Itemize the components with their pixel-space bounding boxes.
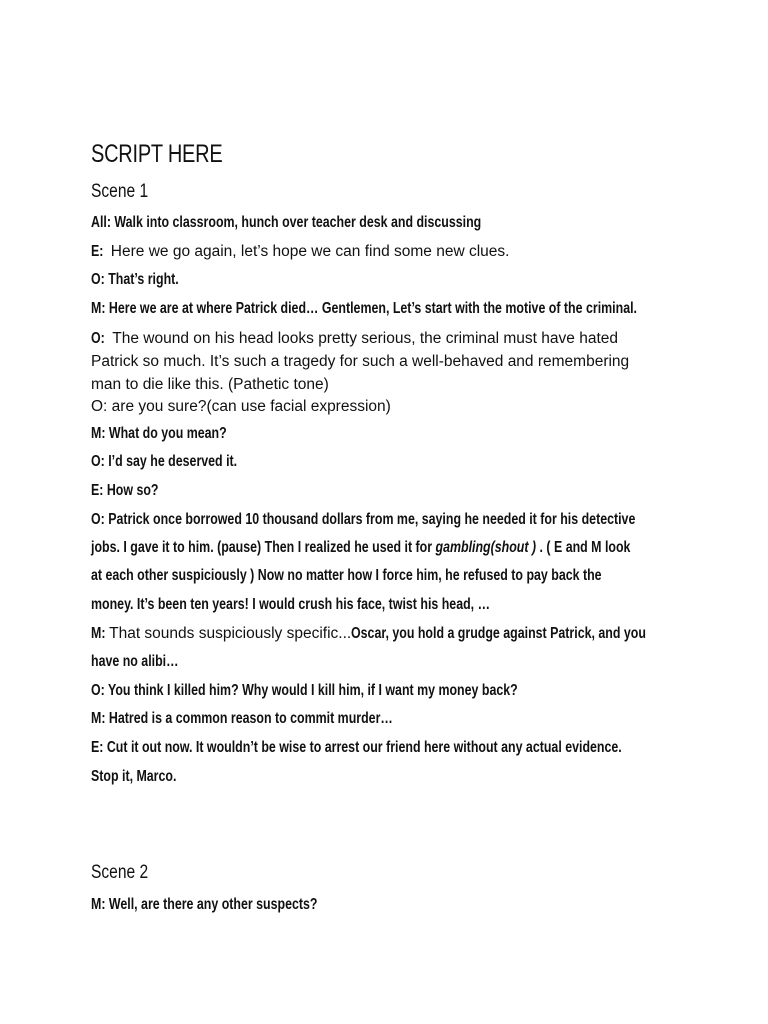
- script-line-continued: have no alibi…: [91, 653, 179, 670]
- script-line-continued: [91, 539, 630, 557]
- script-line-continued: man to die like this. (Pathetic tone): [91, 376, 329, 393]
- script-line-continued: money. It’s been ten years! I would crush his face, twist his head, …: [91, 596, 490, 613]
- line-text: jobs. I gave it to him. (pause) Then I realized he used it for: [91, 539, 436, 556]
- script-line: O: Patrick once borrowed 10 thousand dollars from me, saying he needed it for his detective: [91, 511, 636, 528]
- script-line: O: That’s right.: [91, 271, 179, 288]
- script-line: M: Here we are at where Patrick died… Gentlemen, Let’s start with the motive of the criminal.: [91, 300, 637, 317]
- script-line: All: Walk into classroom, hunch over teacher desk and discussing: [91, 214, 482, 231]
- script-line-continued: Patrick so much. It’s such a tragedy for such a well-behaved and remembering: [91, 353, 630, 370]
- script-line: M: What do you mean?: [91, 425, 227, 442]
- script-line-continued: at each other suspiciously ) Now no matter how I force him, he refused to pay back the: [91, 567, 602, 584]
- line-text: The wound on his head looks pretty serious, the criminal must have hated: [108, 330, 618, 347]
- script-line: [91, 243, 509, 261]
- line-text-bold: Oscar, you hold a grudge against Patrick, and you: [351, 625, 647, 642]
- script-line: [91, 330, 618, 348]
- script-line: O: I’d say he deserved it.: [91, 453, 238, 470]
- speaker-label: E:: [91, 243, 104, 260]
- line-text: . ( E and M look: [536, 539, 631, 556]
- script-line: E: How so?: [91, 482, 159, 499]
- script-line: O: are you sure?(can use facial expression): [91, 398, 391, 415]
- speaker-label: M:: [91, 625, 106, 642]
- script-line: E: Cut it out now. It wouldn’t be wise to arrest our friend here without any actual evidence.: [91, 739, 622, 756]
- script-line: [91, 625, 720, 643]
- scene-1-heading: Scene 1: [91, 181, 149, 202]
- emphasis-text: gambling(shout ): [435, 539, 537, 556]
- line-text: That sounds suspiciously specific...: [105, 625, 352, 642]
- script-line: M: Hatred is a common reason to commit murder…: [91, 710, 393, 727]
- script-line-continued: Stop it, Marco.: [91, 768, 177, 785]
- line-text: Here we go again, let’s hope we can find some new clues.: [106, 243, 510, 260]
- page-title: SCRIPT HERE: [91, 140, 223, 168]
- script-line: M: Well, are there any other suspects?: [91, 896, 318, 913]
- script-line: O: You think I killed him? Why would I kill him, if I want my money back?: [91, 682, 518, 699]
- speaker-label: O:: [91, 330, 105, 347]
- scene-2-heading: Scene 2: [91, 862, 149, 883]
